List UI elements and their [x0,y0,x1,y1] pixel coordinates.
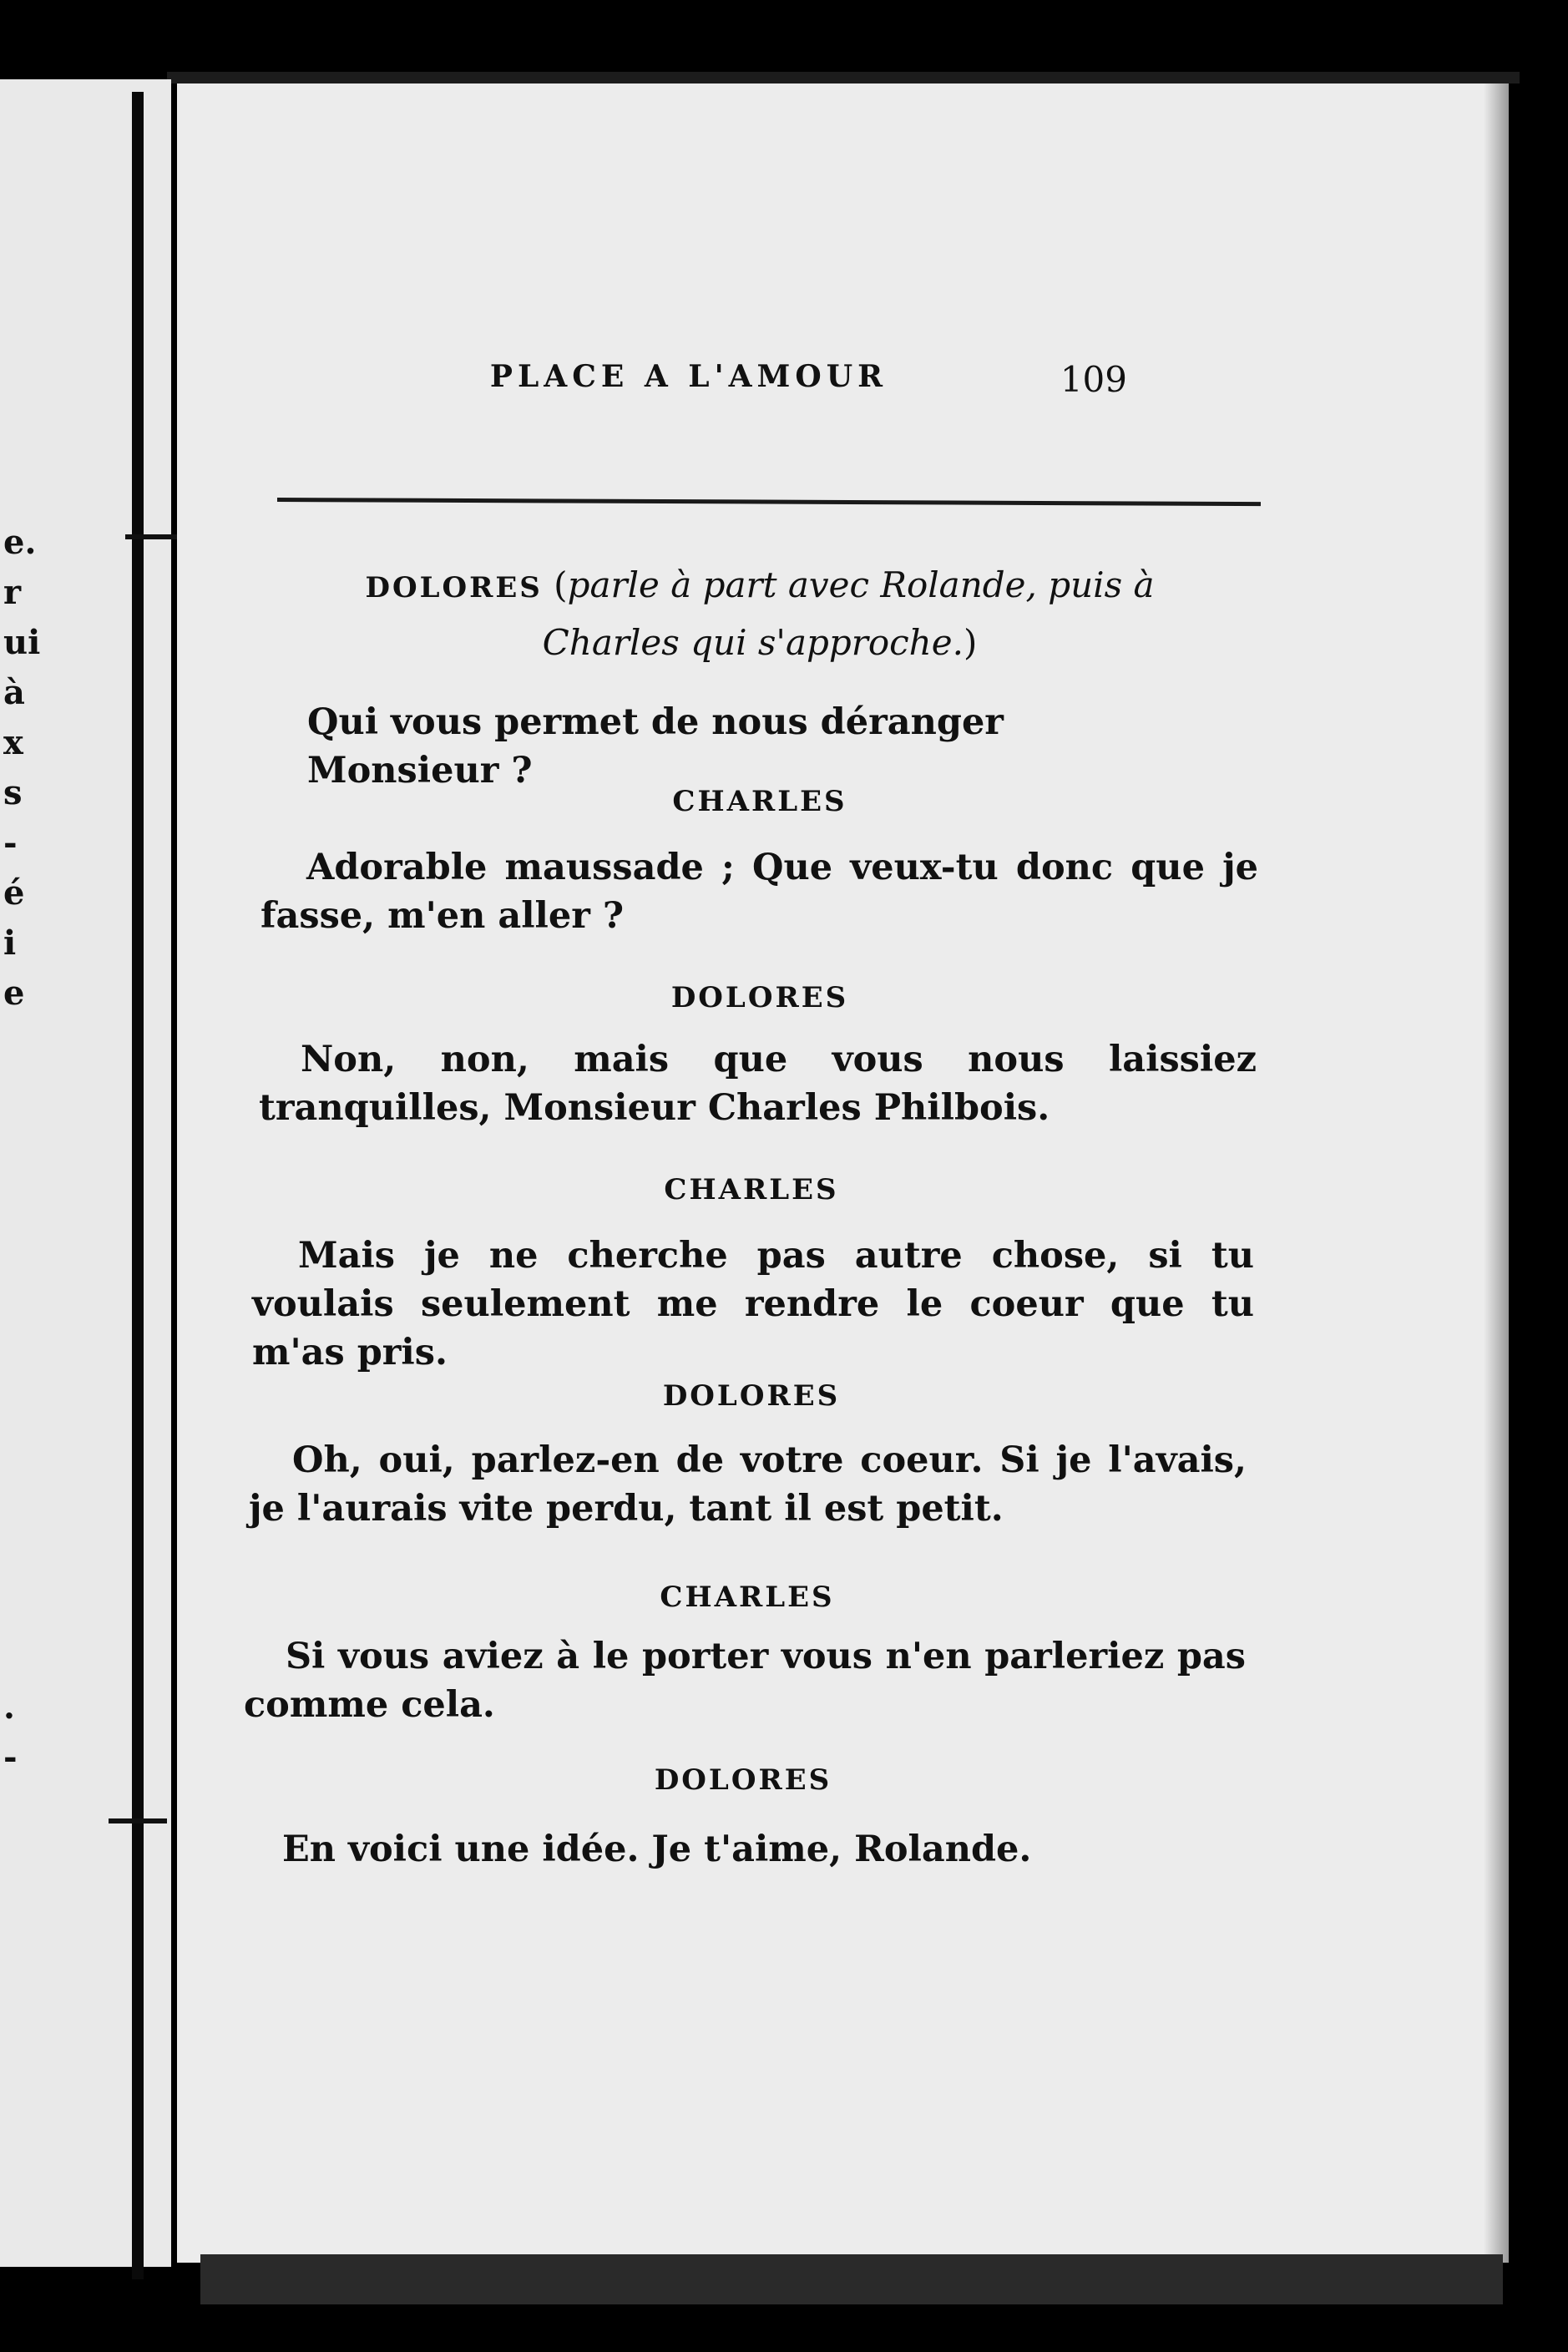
page-edge-shadow [1484,83,1509,2263]
scan-top-edge [167,72,1520,83]
prev-fragment: r [3,573,22,612]
dialogue-line: Si vous aviez à le porter vous n'en parleriez pas comme cela. [244,1636,1246,1726]
prev-fragment: i [3,923,17,963]
prev-fragment: à [3,673,25,712]
gutter-tick [109,1818,167,1823]
dialogue-line: En voici une idée. Je t'aime, Rolande. [282,1828,1032,1870]
gutter-tick [125,534,184,539]
speaker-name: CHARLES [664,1173,839,1206]
prev-fragment: x [3,723,23,762]
stage-direction [301,558,1219,670]
scan-bottom-edge [200,2254,1503,2304]
speaker-name: CHARLES [660,1581,835,1614]
speaker-name: CHARLES [672,785,847,818]
prev-fragment: s [3,773,23,812]
previous-page-text [0,79,171,2267]
speaker-name: DOLORES [670,981,849,1014]
dialogue-line: Non, non, mais que vous nous laissiez tranquilles, Monsieur Charles Philbois. [259,1039,1257,1129]
gutter-line [132,92,144,2279]
open-paren: ( [542,564,568,605]
speaker-name: DOLORES [662,1379,841,1413]
prev-fragment: e. [3,523,37,562]
prev-fragment: é [3,873,25,913]
dialogue-line: Qui vous permet de nous déranger Monsieur ? [307,701,1004,792]
prev-fragment: e [3,974,25,1013]
dialogue-line: Adorable maussade ; Que veux-tu donc que je fasse, m'en aller ? [260,847,1258,937]
prev-fragment: ui [3,623,41,662]
dialogue-line: Mais je ne cherche pas autre chose, si tu voulais seulement me rendre le coeur que tu m'as pris. [252,1235,1254,1373]
speaker-name: DOLORES [365,571,543,604]
prev-fragment: - [3,1737,18,1777]
speaker-name: DOLORES [654,1763,832,1797]
dialogue-line: Oh, oui, parlez-en de votre coeur. Si je l'avais, je l'aurais vite perdu, tant il est petit. [249,1439,1247,1530]
direction-line: parle à part avec Rolande, puis à [567,564,1155,605]
prev-fragment: - [3,823,18,862]
direction-line: Charles qui s'approche. [542,622,964,663]
prev-fragment: . [3,1687,15,1727]
close-paren: ) [963,622,978,663]
page-number: 109 [1060,359,1127,400]
previous-page-edge [0,79,171,2267]
running-header: PLACE A L'AMOUR [489,359,888,394]
